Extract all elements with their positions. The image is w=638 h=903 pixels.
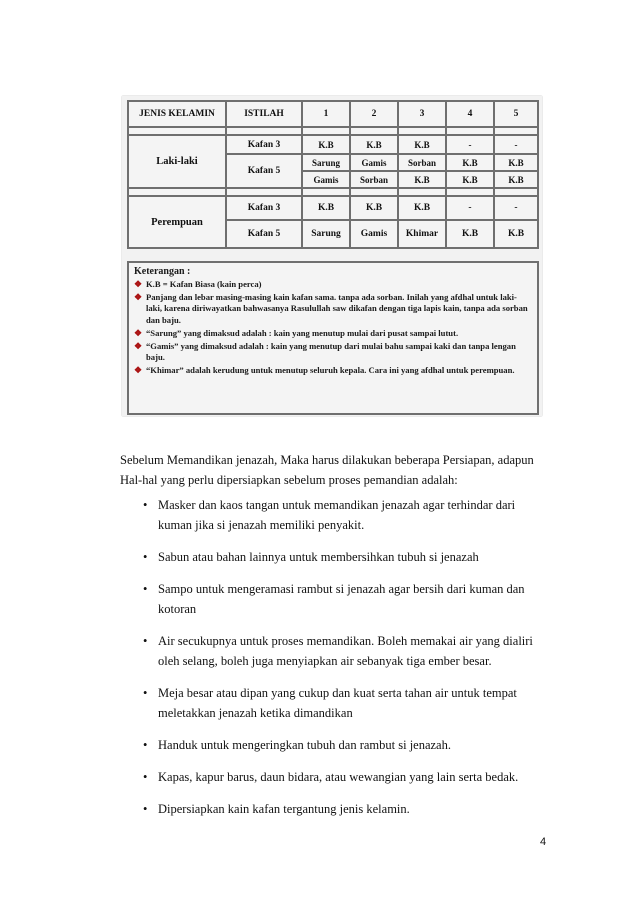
- table-cell: -: [494, 135, 538, 154]
- table-header-row: [128, 101, 538, 127]
- list-item: [120, 735, 550, 755]
- list-item-text: Dipersiapkan kain kafan tergantung jenis kelamin.: [158, 802, 410, 816]
- header-cell: ISTILAH: [226, 101, 302, 127]
- intro-paragraph: Sebelum Memandikan jenazah, Maka harus dilakukan beberapa Persiapan, adapun Hal-hal yang perlu dipersiapkan sebelum proses pemandian adalah:: [120, 453, 534, 487]
- bullet-icon: •: [143, 802, 148, 816]
- list-item: [120, 579, 550, 619]
- table-cell: K.B: [494, 154, 538, 171]
- table-cell: K.B: [302, 196, 350, 220]
- kafan-table-figure: [122, 96, 542, 416]
- list-item-text: Masker dan kaos tangan untuk memandikan jenazah agar terhindar dari kuman jika si jenazah memiliki penyakit.: [158, 498, 516, 532]
- notes-box: [127, 261, 539, 415]
- header-cell: JENIS KELAMIN: [128, 101, 226, 127]
- table-row: [128, 196, 538, 220]
- list-item-text: Meja besar atau dipan yang cukup dan kuat serta tahan air untuk tempat meletakkan jenazah ketika dimandikan: [158, 686, 517, 720]
- list-item: [120, 799, 550, 819]
- bullet-icon: •: [143, 498, 148, 512]
- diamond-bullet-icon: ❖: [134, 365, 143, 376]
- table-cell: K.B: [398, 196, 446, 220]
- preparation-list: [120, 495, 550, 819]
- kafan-table: [127, 100, 539, 249]
- list-item: [120, 495, 550, 535]
- table-cell: K.B: [398, 135, 446, 154]
- table-cell: K.B: [302, 135, 350, 154]
- note-text: “Sarung” yang dimaksud adalah : kain yang menutup mulai dari pusat sampai lutut.: [146, 327, 459, 338]
- diamond-bullet-icon: ❖: [134, 292, 143, 303]
- table-cell: Gamis: [302, 171, 350, 188]
- diamond-bullet-icon: ❖: [134, 279, 143, 289]
- bullet-icon: •: [143, 738, 148, 752]
- note-text: “Khimar” adalah kerudung untuk menutup seluruh kepala. Cara ini yang afdhal untuk perempuan.: [146, 365, 515, 376]
- table-cell: K.B: [446, 171, 494, 188]
- term-cell: Kafan 5: [226, 220, 302, 248]
- table-cell: Sorban: [350, 171, 398, 188]
- table-cell: -: [446, 135, 494, 154]
- note-text: “Gamis” yang dimaksud adalah : kain yang menutup dari mulai bahu sampai kaki dan tanpa lengan baju.: [146, 341, 516, 363]
- page-number: 4: [540, 836, 547, 848]
- table-cell: K.B: [446, 220, 494, 248]
- note-item: [134, 341, 532, 363]
- table-cell: -: [494, 196, 538, 220]
- note-text: K.B = Kafan Biasa (kain perca): [146, 279, 262, 289]
- header-cell: 4: [446, 101, 494, 127]
- term-cell: Kafan 3: [226, 135, 302, 154]
- table-cell: K.B: [350, 196, 398, 220]
- table-cell: K.B: [494, 171, 538, 188]
- list-item: [120, 683, 550, 723]
- list-item-text: Sabun atau bahan lainnya untuk membersihkan tubuh si jenazah: [158, 550, 479, 564]
- notes-title: Keterangan :: [134, 266, 191, 277]
- bullet-icon: •: [143, 686, 148, 700]
- bullet-icon: •: [143, 550, 148, 564]
- list-item: [120, 767, 550, 787]
- gender-cell: Perempuan: [128, 196, 226, 248]
- list-item: [120, 631, 550, 671]
- note-item: [134, 365, 532, 376]
- list-item-text: Sampo untuk mengeramasi rambut si jenazah agar bersih dari kuman dan kotoran: [158, 582, 525, 616]
- table-cell: K.B: [446, 154, 494, 171]
- table-cell: K.B: [398, 171, 446, 188]
- bullet-icon: •: [143, 582, 148, 596]
- header-cell: 5: [494, 101, 538, 127]
- header-cell: 2: [350, 101, 398, 127]
- table-cell: K.B: [350, 135, 398, 154]
- bullet-icon: •: [143, 770, 148, 784]
- table-row: [128, 135, 538, 154]
- note-item: [134, 328, 532, 339]
- table-cell: Sarung: [302, 220, 350, 248]
- list-item: [120, 547, 550, 567]
- table-cell: Gamis: [350, 220, 398, 248]
- table-cell: -: [446, 196, 494, 220]
- diamond-bullet-icon: ❖: [134, 327, 143, 338]
- note-item: [134, 279, 532, 290]
- table-cell: Sarung: [302, 154, 350, 171]
- term-cell: Kafan 3: [226, 196, 302, 220]
- list-item-text: Air secukupnya untuk proses memandikan. Boleh memakai air yang dialiri oleh selang, boleh juga menyiapkan air sebanyak tiga ember besar.: [158, 634, 533, 668]
- note-item: [134, 292, 532, 326]
- list-item-text: Handuk untuk mengeringkan tubuh dan rambut si jenazah.: [158, 738, 451, 752]
- table-cell: Gamis: [350, 154, 398, 171]
- list-item-text: Kapas, kapur barus, daun bidara, atau wewangian yang lain serta bedak.: [158, 770, 519, 784]
- notes-list: [134, 279, 532, 379]
- table-cell: Sorban: [398, 154, 446, 171]
- gender-cell: Laki-laki: [128, 135, 226, 188]
- table-cell: K.B: [494, 220, 538, 248]
- header-cell: 3: [398, 101, 446, 127]
- note-text: Panjang dan lebar masing-masing kain kafan sama. tanpa ada sorban. Inilah yang afdhal untuk laki-laki, karena diriwayatkan bahwasanya Rasulullah saw dikafan dengan tiga lapis kain, tanpa ada sorban dan baju.: [146, 292, 528, 325]
- term-cell: Kafan 5: [226, 154, 302, 188]
- bullet-icon: •: [143, 634, 148, 648]
- header-cell: 1: [302, 101, 350, 127]
- table-cell: Khimar: [398, 220, 446, 248]
- diamond-bullet-icon: ❖: [134, 341, 143, 352]
